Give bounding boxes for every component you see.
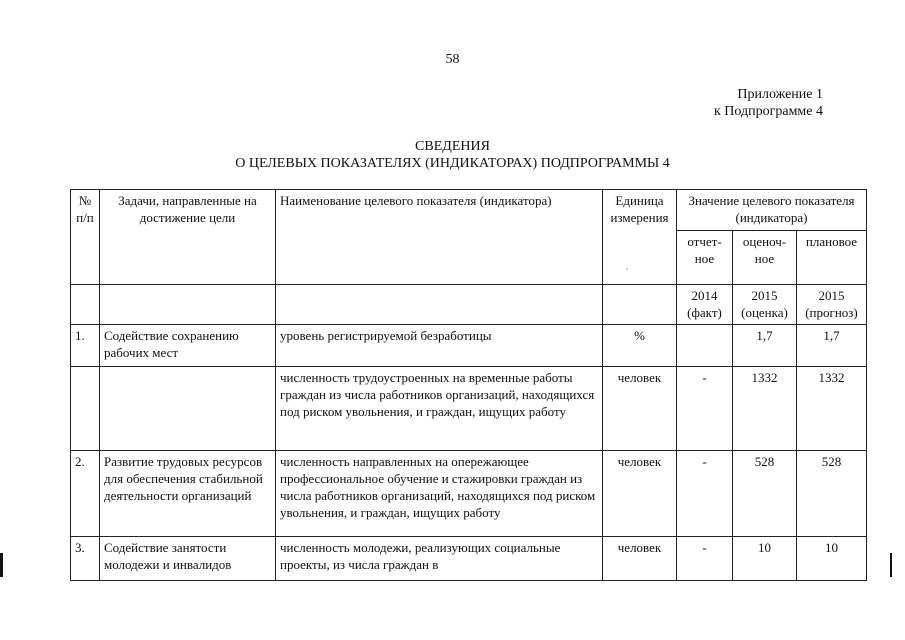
header-unit: Единица измерения xyxy=(603,190,677,285)
table-row xyxy=(71,537,867,581)
row-unit: человек xyxy=(603,451,677,537)
header-planned: плановое xyxy=(797,231,867,285)
row-forecast: 528 xyxy=(797,451,867,537)
header-year-forecast: 2015 (прогноз) xyxy=(797,285,867,325)
appendix-label xyxy=(714,86,823,120)
document-title xyxy=(0,138,905,172)
empty-cell xyxy=(71,285,100,325)
scan-edge-mark-right xyxy=(890,553,892,577)
empty-cell xyxy=(603,285,677,325)
empty-cell xyxy=(100,285,276,325)
header-estimated: оценоч-ное xyxy=(733,231,797,285)
row-indicator: численность молодежи, реализующих социальные проекты, из числа граждан в xyxy=(276,537,603,581)
row-fact: - xyxy=(677,367,733,451)
header-year-fact: 2014 (факт) xyxy=(677,285,733,325)
table-row xyxy=(71,451,867,537)
row-unit: человек xyxy=(603,367,677,451)
header-year-row xyxy=(71,285,867,325)
row-indicator: уровень регистрируемой безработицы xyxy=(276,325,603,367)
row-task: Развитие трудовых ресурсов для обеспечения стабильной деятельности организаций xyxy=(100,451,276,537)
row-forecast: 10 xyxy=(797,537,867,581)
header-num: № п/п xyxy=(71,190,100,285)
empty-cell xyxy=(276,285,603,325)
row-num: 1. xyxy=(71,325,100,367)
title-line-2: О ЦЕЛЕВЫХ ПОКАЗАТЕЛЯХ (ИНДИКАТОРАХ) ПОДПРОГРАММЫ 4 xyxy=(235,156,670,171)
row-fact: - xyxy=(677,451,733,537)
row-unit: % xyxy=(603,325,677,367)
table-row xyxy=(71,325,867,367)
row-task: Содействие занятости молодежи и инвалидов xyxy=(100,537,276,581)
appendix-line-1: Приложение 1 xyxy=(737,87,823,102)
indicators-table xyxy=(70,189,867,581)
row-fact xyxy=(677,325,733,367)
row-num xyxy=(71,367,100,451)
title-line-1: СВЕДЕНИЯ xyxy=(415,139,490,154)
row-num: 3. xyxy=(71,537,100,581)
row-estimate: 10 xyxy=(733,537,797,581)
row-indicator: численность трудоустроенных на временные работы граждан из числа работников организаций, находящихся под риском увольнения, и граждан, ищущих работу xyxy=(276,367,603,451)
row-estimate: 1332 xyxy=(733,367,797,451)
row-estimate: 1,7 xyxy=(733,325,797,367)
row-forecast: 1332 xyxy=(797,367,867,451)
appendix-line-2: к Подпрограмме 4 xyxy=(713,104,823,119)
scan-edge-mark-left xyxy=(0,553,3,577)
row-indicator: численность направленных на опережающее профессиональное обучение и стажировки граждан из числа работников организаций, находящихся под риском увольнения, и граждан, ищущих работу xyxy=(276,451,603,537)
scan-speck xyxy=(626,268,628,270)
row-task: Содействие сохранению рабочих мест xyxy=(100,325,276,367)
row-unit: человек xyxy=(603,537,677,581)
header-value-group: Значение целевого показателя (индикатора) xyxy=(677,190,867,231)
header-year-estimate: 2015 (оценка) xyxy=(733,285,797,325)
table-row xyxy=(71,367,867,451)
page-number: 58 xyxy=(445,52,460,67)
header-task: Задачи, направленные на достижение цели xyxy=(100,190,276,285)
header-reporting: отчет-ное xyxy=(677,231,733,285)
header-row xyxy=(71,190,867,231)
row-forecast: 1,7 xyxy=(797,325,867,367)
row-num: 2. xyxy=(71,451,100,537)
row-fact: - xyxy=(677,537,733,581)
row-task xyxy=(100,367,276,451)
header-indicator: Наименование целевого показателя (индикатора) xyxy=(276,190,603,285)
row-estimate: 528 xyxy=(733,451,797,537)
